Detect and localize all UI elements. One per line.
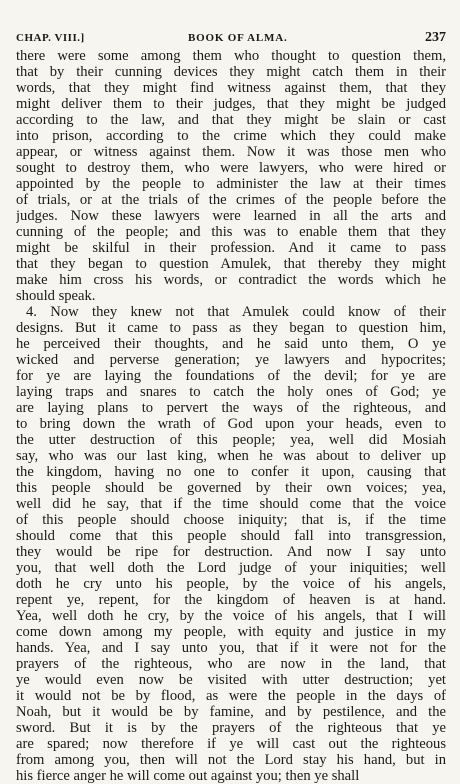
text-line: might deliver them to their judges, that they might be judged <box>16 96 446 112</box>
text-line: appointed by the people to administer the law at their times <box>16 176 446 192</box>
text-line: that by their cunning devices they might catch them in their <box>16 64 446 80</box>
text-line: this people should be governed by their own voices; yea, <box>16 480 446 496</box>
text-line: Noah, but it would be by famine, and by pestilence, and the <box>16 704 446 720</box>
text-line: his fierce anger he will come out against you; then ye shall <box>16 768 360 784</box>
text-line: doth he cry unto his people, by the voice of his angels, <box>16 576 446 592</box>
text-line: 4. Now they knew not that Amulek could know of their <box>26 304 446 320</box>
text-line: cunning of the people; and this was to enable them that they <box>16 224 446 240</box>
text-line: from among you, then will not the Lord stay his hand, but in <box>16 752 446 768</box>
text-line: judges. Now these lawyers were learned in all the arts and <box>16 208 446 224</box>
text-line: to bring down the wrath of God upon your heads, even to <box>16 416 446 432</box>
text-line: it would not be by flood, as were the people in the days of <box>16 688 446 704</box>
text-line: according to the law, and that they might be slain or cast <box>16 112 446 128</box>
text-line: words, that they might find witness against them, that they <box>16 80 446 96</box>
text-line: designs. But it came to pass as they began to question him, <box>16 320 446 336</box>
text-line: of this people should choose iniquity; that is, if the time <box>16 512 446 528</box>
text-line: you, that well doth the Lord judge of your iniquities; well <box>16 560 446 576</box>
chapter-label: CHAP. VIII.] <box>16 32 85 44</box>
page-body-text <box>16 48 446 784</box>
text-line: he perceived their thoughts, and he said unto them, O ye <box>16 336 446 352</box>
text-line: that they began to question Amulek, that thereby they might <box>16 256 446 272</box>
text-line: are spared; now therefore if ye will cast out the righteous <box>16 736 446 752</box>
text-line: come down among my people, with equity and justice in my <box>16 624 446 640</box>
text-line: sought to destroy them, who were lawyers, who were hired or <box>16 160 446 176</box>
text-line: are laying plans to pervert the ways of the righteous, and <box>16 400 446 416</box>
text-line: sword. But it is by the prayers of the righteous that ye <box>16 720 446 736</box>
page-number: 237 <box>425 30 446 45</box>
text-line: hands. Yea, and I say unto you, that if it were not for the <box>16 640 446 656</box>
text-line: wicked and perverse generation; ye lawyers and hypocrites; <box>16 352 446 368</box>
text-line: well did he say, that if the time should come that the voice <box>16 496 446 512</box>
text-line: they would be ripe for destruction. And now I say unto <box>16 544 446 560</box>
text-line: should speak. <box>16 288 96 304</box>
text-line: should come that this people should fall into transgression, <box>16 528 446 544</box>
text-line: might be skilful in their profession. And it came to pass <box>16 240 446 256</box>
text-line: prayers of the righteous, who are now in the land, that <box>16 656 446 672</box>
text-line: say, who was our last king, when he was about to deliver up <box>16 448 446 464</box>
running-header <box>16 30 446 48</box>
text-line: of trials, or at the trials of the crimes of the people before the <box>16 192 446 208</box>
text-line: there were some among them who thought to question them, <box>16 48 446 64</box>
book-title: BOOK OF ALMA. <box>188 32 288 44</box>
text-line: appear, or witness against them. Now it was those men who <box>16 144 446 160</box>
text-line: the kingdom, having no one to confer it upon, causing that <box>16 464 446 480</box>
text-line: Yea, well doth he cry, by the voice of his angels, that I will <box>16 608 446 624</box>
text-line: laying traps and snares to catch the holy ones of God; ye <box>16 384 446 400</box>
text-line: make him cross his words, or contradict the words which he <box>16 272 446 288</box>
text-line: into prison, according to the crime which they could make <box>16 128 446 144</box>
text-line: the utter destruction of this people; yea, well did Mosiah <box>16 432 446 448</box>
text-line: repent ye, repent, for the kingdom of heaven is at hand. <box>16 592 446 608</box>
text-line: ye would even now be visited with utter destruction; yet <box>16 672 446 688</box>
text-line: for ye are laying the foundations of the devil; for ye are <box>16 368 446 384</box>
